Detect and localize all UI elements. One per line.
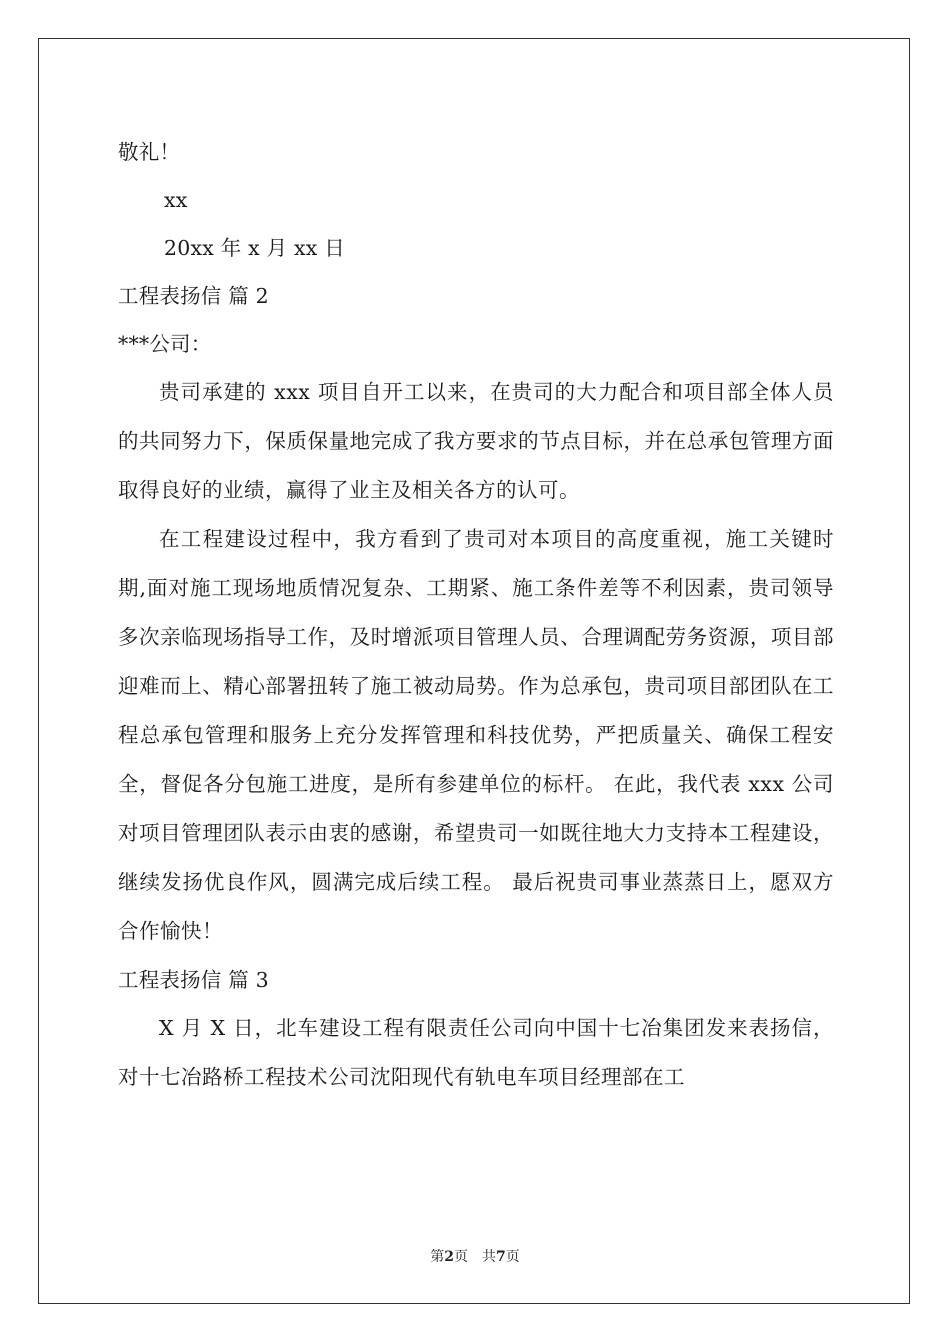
page-total: 7 (496, 1249, 506, 1265)
page-footer (0, 1246, 950, 1266)
letter-salutation: ***公司： (118, 332, 212, 356)
letter-date: 20xx 年 x 月 xx 日 (164, 236, 345, 260)
page-mid: 页 共 (454, 1249, 496, 1265)
document-body (118, 128, 834, 1102)
page-prefix: 第 (430, 1249, 445, 1265)
paragraph: 贵司承建的 xxx 项目自开工以来，在贵司的大力配合和项目部全体人员的共同努力下，保质保量地完成了我方要求的节点目标，并在总承包管理方面取得良好的业绩，赢得了业主及相关各方的认可。 (118, 380, 834, 502)
letter-closing: 敬礼！ (118, 140, 181, 164)
page-current: 2 (444, 1249, 454, 1265)
letter-signer: xx (164, 188, 188, 212)
paragraph: 在工程建设过程中，我方看到了贵司对本项目的高度重视，施工关键时期,面对施工现场地质情况复杂、工期紧、施工条件差等不利因素，贵司领导多次亲临现场指导工作，及时增派项目管理人员、合理调配劳务资源，项目部迎难而上、精心部署扭转了施工被动局势。作为总承包，贵司项目部团队在工程总承包管理和服务上充分发挥管理和科技优势，严把质量关、确保工程安全，督促各分包施工进度，是所有参建单位的标杆。 在此，我代表 xxx 公司对项目管理团队表示由衷的感谢，希望贵司一如既往地大力支持本工程建设，继续发扬优良作风，圆满完成后续工程。 最后祝贵司事业蒸蒸日上，愿双方合作愉快！ (118, 527, 834, 943)
section-title-3: 工程表扬信 篇 3 (118, 968, 269, 992)
page-suffix: 页 (505, 1249, 520, 1265)
paragraph: X 月 X 日，北车建设工程有限责任公司向中国十七冶集团发来表扬信，对十七冶路桥工程技术公司沈阳现代有轨电车项目经理部在工 (118, 1016, 834, 1089)
section-title-2: 工程表扬信 篇 2 (118, 284, 269, 308)
